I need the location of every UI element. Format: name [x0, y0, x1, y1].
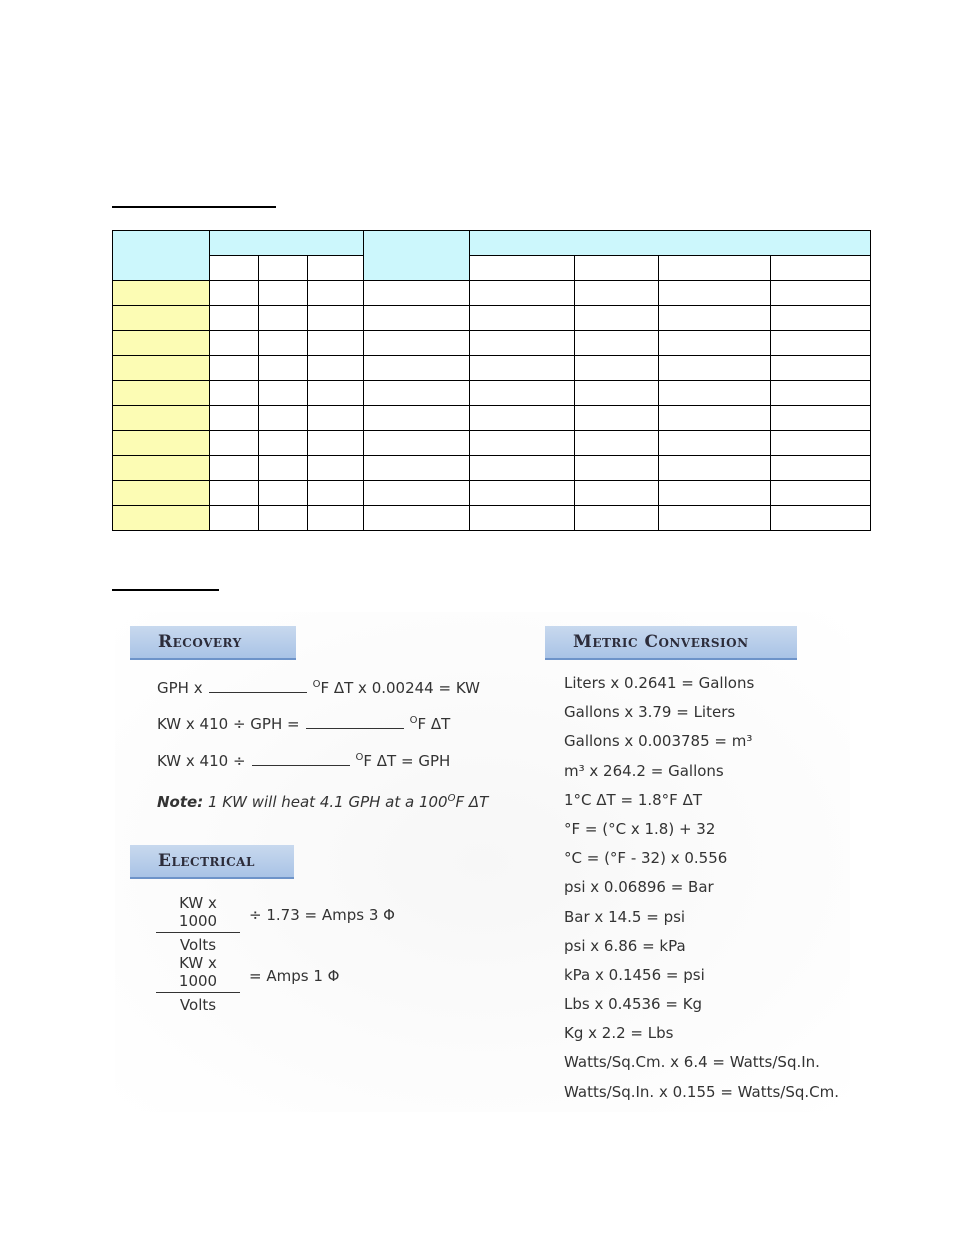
table-cell	[210, 456, 259, 481]
table-cell	[210, 331, 259, 356]
table-cell	[659, 481, 771, 506]
electrical-formula-1-result: ÷ 1.73 = Amps 3 Φ	[249, 906, 395, 924]
conversion-line: Gallons x 3.79 = Liters	[564, 703, 736, 722]
table-cell	[308, 481, 364, 506]
metric-conversion-banner: Metric Conversion	[545, 626, 797, 660]
table-cell	[575, 281, 659, 306]
table-row	[113, 381, 871, 406]
table-cell	[308, 356, 364, 381]
electrical-fraction-2	[156, 954, 240, 1014]
row-label-cell	[113, 381, 210, 406]
formula-text: F ΔT x 0.00244 = KW	[320, 679, 480, 697]
conversion-line: °F = (°C x 1.8) + 32	[564, 819, 716, 838]
table-cell	[308, 506, 364, 531]
table-cell	[575, 356, 659, 381]
table-cell	[470, 506, 575, 531]
table-cell	[259, 481, 308, 506]
conversion-line: Gallons x 0.003785 = m³	[564, 732, 753, 751]
table-cell	[659, 406, 771, 431]
conversion-line: °C = (°F - 32) x 0.556	[564, 849, 728, 868]
table-cell	[470, 456, 575, 481]
table-cell	[575, 456, 659, 481]
table-cell	[308, 281, 364, 306]
conversion-line: Watts/Sq.Cm. x 6.4 = Watts/Sq.In.	[564, 1053, 820, 1072]
table-cell	[659, 456, 771, 481]
formula-text: KW x 410 ÷ GPH =	[157, 715, 300, 733]
table-cell	[659, 331, 771, 356]
degree-mark: O	[312, 679, 321, 690]
table-cell	[259, 306, 308, 331]
table-cell	[364, 331, 470, 356]
table-cell	[210, 406, 259, 431]
conversion-line: Watts/Sq.In. x 0.155 = Watts/Sq.Cm.	[564, 1082, 840, 1101]
table-cell	[259, 356, 308, 381]
electrical-formula-2-result: = Amps 1 Φ	[249, 967, 340, 985]
table-header-cell	[210, 231, 364, 256]
formula-text: F ΔT = GPH	[363, 752, 451, 770]
table-subheader-cell	[771, 256, 871, 281]
table-cell	[308, 381, 364, 406]
row-label-cell	[113, 306, 210, 331]
table-cell	[575, 406, 659, 431]
table-cell	[364, 431, 470, 456]
table-cell	[575, 381, 659, 406]
table-cell	[210, 356, 259, 381]
table-row	[113, 306, 871, 331]
table-cell	[771, 381, 871, 406]
recovery-note	[157, 790, 488, 811]
table-cell	[210, 281, 259, 306]
fraction-denominator: Volts	[179, 936, 217, 954]
table-cell	[659, 431, 771, 456]
table-cell	[259, 381, 308, 406]
specification-table	[112, 230, 871, 531]
recovery-banner: Recovery	[130, 626, 296, 660]
table-cell	[659, 356, 771, 381]
table-header-row	[113, 231, 871, 256]
table-cell	[210, 481, 259, 506]
table-subheader-cell	[259, 256, 308, 281]
note-text: 1 KW will heat 4.1 GPH at a 100	[203, 793, 448, 811]
table-header-cell	[113, 231, 210, 281]
table-cell	[364, 506, 470, 531]
table-cell	[259, 331, 308, 356]
table-cell	[575, 481, 659, 506]
blank-line	[252, 753, 350, 766]
table-cell	[470, 331, 575, 356]
degree-mark: O	[447, 793, 456, 804]
table-row	[113, 456, 871, 481]
row-label-cell	[113, 281, 210, 306]
table-row	[113, 506, 871, 531]
row-label-cell	[113, 331, 210, 356]
conversion-line: 1°C ΔT = 1.8°F ΔT	[564, 790, 702, 809]
table-subheader-cell	[659, 256, 771, 281]
conversion-line: Bar x 14.5 = psi	[564, 907, 686, 926]
table-row	[113, 281, 871, 306]
row-label-cell	[113, 431, 210, 456]
recovery-formula-1	[157, 676, 480, 697]
table-row	[113, 331, 871, 356]
conversion-line: m³ x 264.2 = Gallons	[564, 761, 724, 780]
table-cell	[259, 406, 308, 431]
fraction-numerator: KW x 1000	[156, 894, 240, 933]
electrical-banner: Electrical	[130, 845, 294, 879]
formula-text: KW x 410 ÷	[157, 752, 246, 770]
note-label: Note:	[157, 793, 204, 811]
section-title-underline	[112, 206, 276, 208]
table-cell	[308, 306, 364, 331]
recovery-formula-3	[157, 749, 450, 770]
table-cell	[575, 506, 659, 531]
row-label-cell	[113, 406, 210, 431]
row-label-cell	[113, 356, 210, 381]
table-cell	[659, 381, 771, 406]
table-cell	[771, 281, 871, 306]
table-cell	[364, 406, 470, 431]
table-cell	[470, 406, 575, 431]
degree-mark: O	[409, 715, 418, 726]
table-cell	[259, 456, 308, 481]
conversion-line: psi x 6.86 = kPa	[564, 936, 686, 955]
row-label-cell	[113, 506, 210, 531]
table-cell	[771, 481, 871, 506]
table-cell	[210, 506, 259, 531]
table-cell	[771, 306, 871, 331]
table-cell	[470, 481, 575, 506]
metric-conversion-list	[564, 674, 839, 1112]
table-cell	[364, 356, 470, 381]
table-subheader-cell	[210, 256, 259, 281]
table-cell	[659, 281, 771, 306]
table-cell	[210, 431, 259, 456]
note-text: F ΔT	[455, 793, 489, 811]
table-cell	[364, 481, 470, 506]
table-subheader-row	[113, 256, 871, 281]
fraction-denominator: Volts	[179, 996, 217, 1014]
formula-text: GPH x	[157, 679, 203, 697]
table-cell	[364, 281, 470, 306]
table-cell	[308, 406, 364, 431]
table-cell	[575, 431, 659, 456]
row-label-cell	[113, 481, 210, 506]
table-cell	[259, 506, 308, 531]
recovery-formula-2	[157, 712, 450, 733]
table-cell	[659, 306, 771, 331]
table-subheader-cell	[470, 256, 575, 281]
table-subheader-cell	[308, 256, 364, 281]
conversion-line: psi x 0.06896 = Bar	[564, 878, 714, 897]
conversion-line: Kg x 2.2 = Lbs	[564, 1024, 674, 1043]
table-cell	[259, 281, 308, 306]
table-cell	[470, 306, 575, 331]
table-row	[113, 356, 871, 381]
table-header-cell	[470, 231, 871, 256]
table-cell	[364, 456, 470, 481]
table-cell	[210, 306, 259, 331]
section-title-underline	[112, 589, 219, 591]
table-cell	[308, 331, 364, 356]
fraction-numerator: KW x 1000	[156, 954, 240, 993]
table-cell	[470, 381, 575, 406]
table-header-cell	[364, 231, 470, 281]
formula-text: F ΔT	[417, 715, 451, 733]
table-cell	[771, 431, 871, 456]
table-cell	[771, 331, 871, 356]
table-row	[113, 431, 871, 456]
table-cell	[575, 306, 659, 331]
degree-mark: O	[355, 752, 364, 763]
table-cell	[470, 356, 575, 381]
table-cell	[771, 356, 871, 381]
table-cell	[771, 506, 871, 531]
table-cell	[308, 456, 364, 481]
blank-line	[209, 680, 307, 693]
conversion-line: Liters x 0.2641 = Gallons	[564, 674, 755, 692]
table-subheader-cell	[575, 256, 659, 281]
table-cell	[470, 431, 575, 456]
table-row	[113, 481, 871, 506]
conversion-line: Lbs x 0.4536 = Kg	[564, 995, 703, 1014]
table-cell	[575, 331, 659, 356]
table-cell	[308, 431, 364, 456]
table-cell	[470, 281, 575, 306]
table-cell	[210, 381, 259, 406]
table-row	[113, 406, 871, 431]
table-cell	[771, 456, 871, 481]
table-cell	[364, 306, 470, 331]
table-cell	[364, 381, 470, 406]
electrical-fraction-1	[156, 894, 240, 954]
conversion-line: kPa x 0.1456 = psi	[564, 965, 705, 984]
blank-line	[306, 716, 404, 729]
table-cell	[259, 431, 308, 456]
table-cell	[659, 506, 771, 531]
table-cell	[771, 406, 871, 431]
row-label-cell	[113, 456, 210, 481]
